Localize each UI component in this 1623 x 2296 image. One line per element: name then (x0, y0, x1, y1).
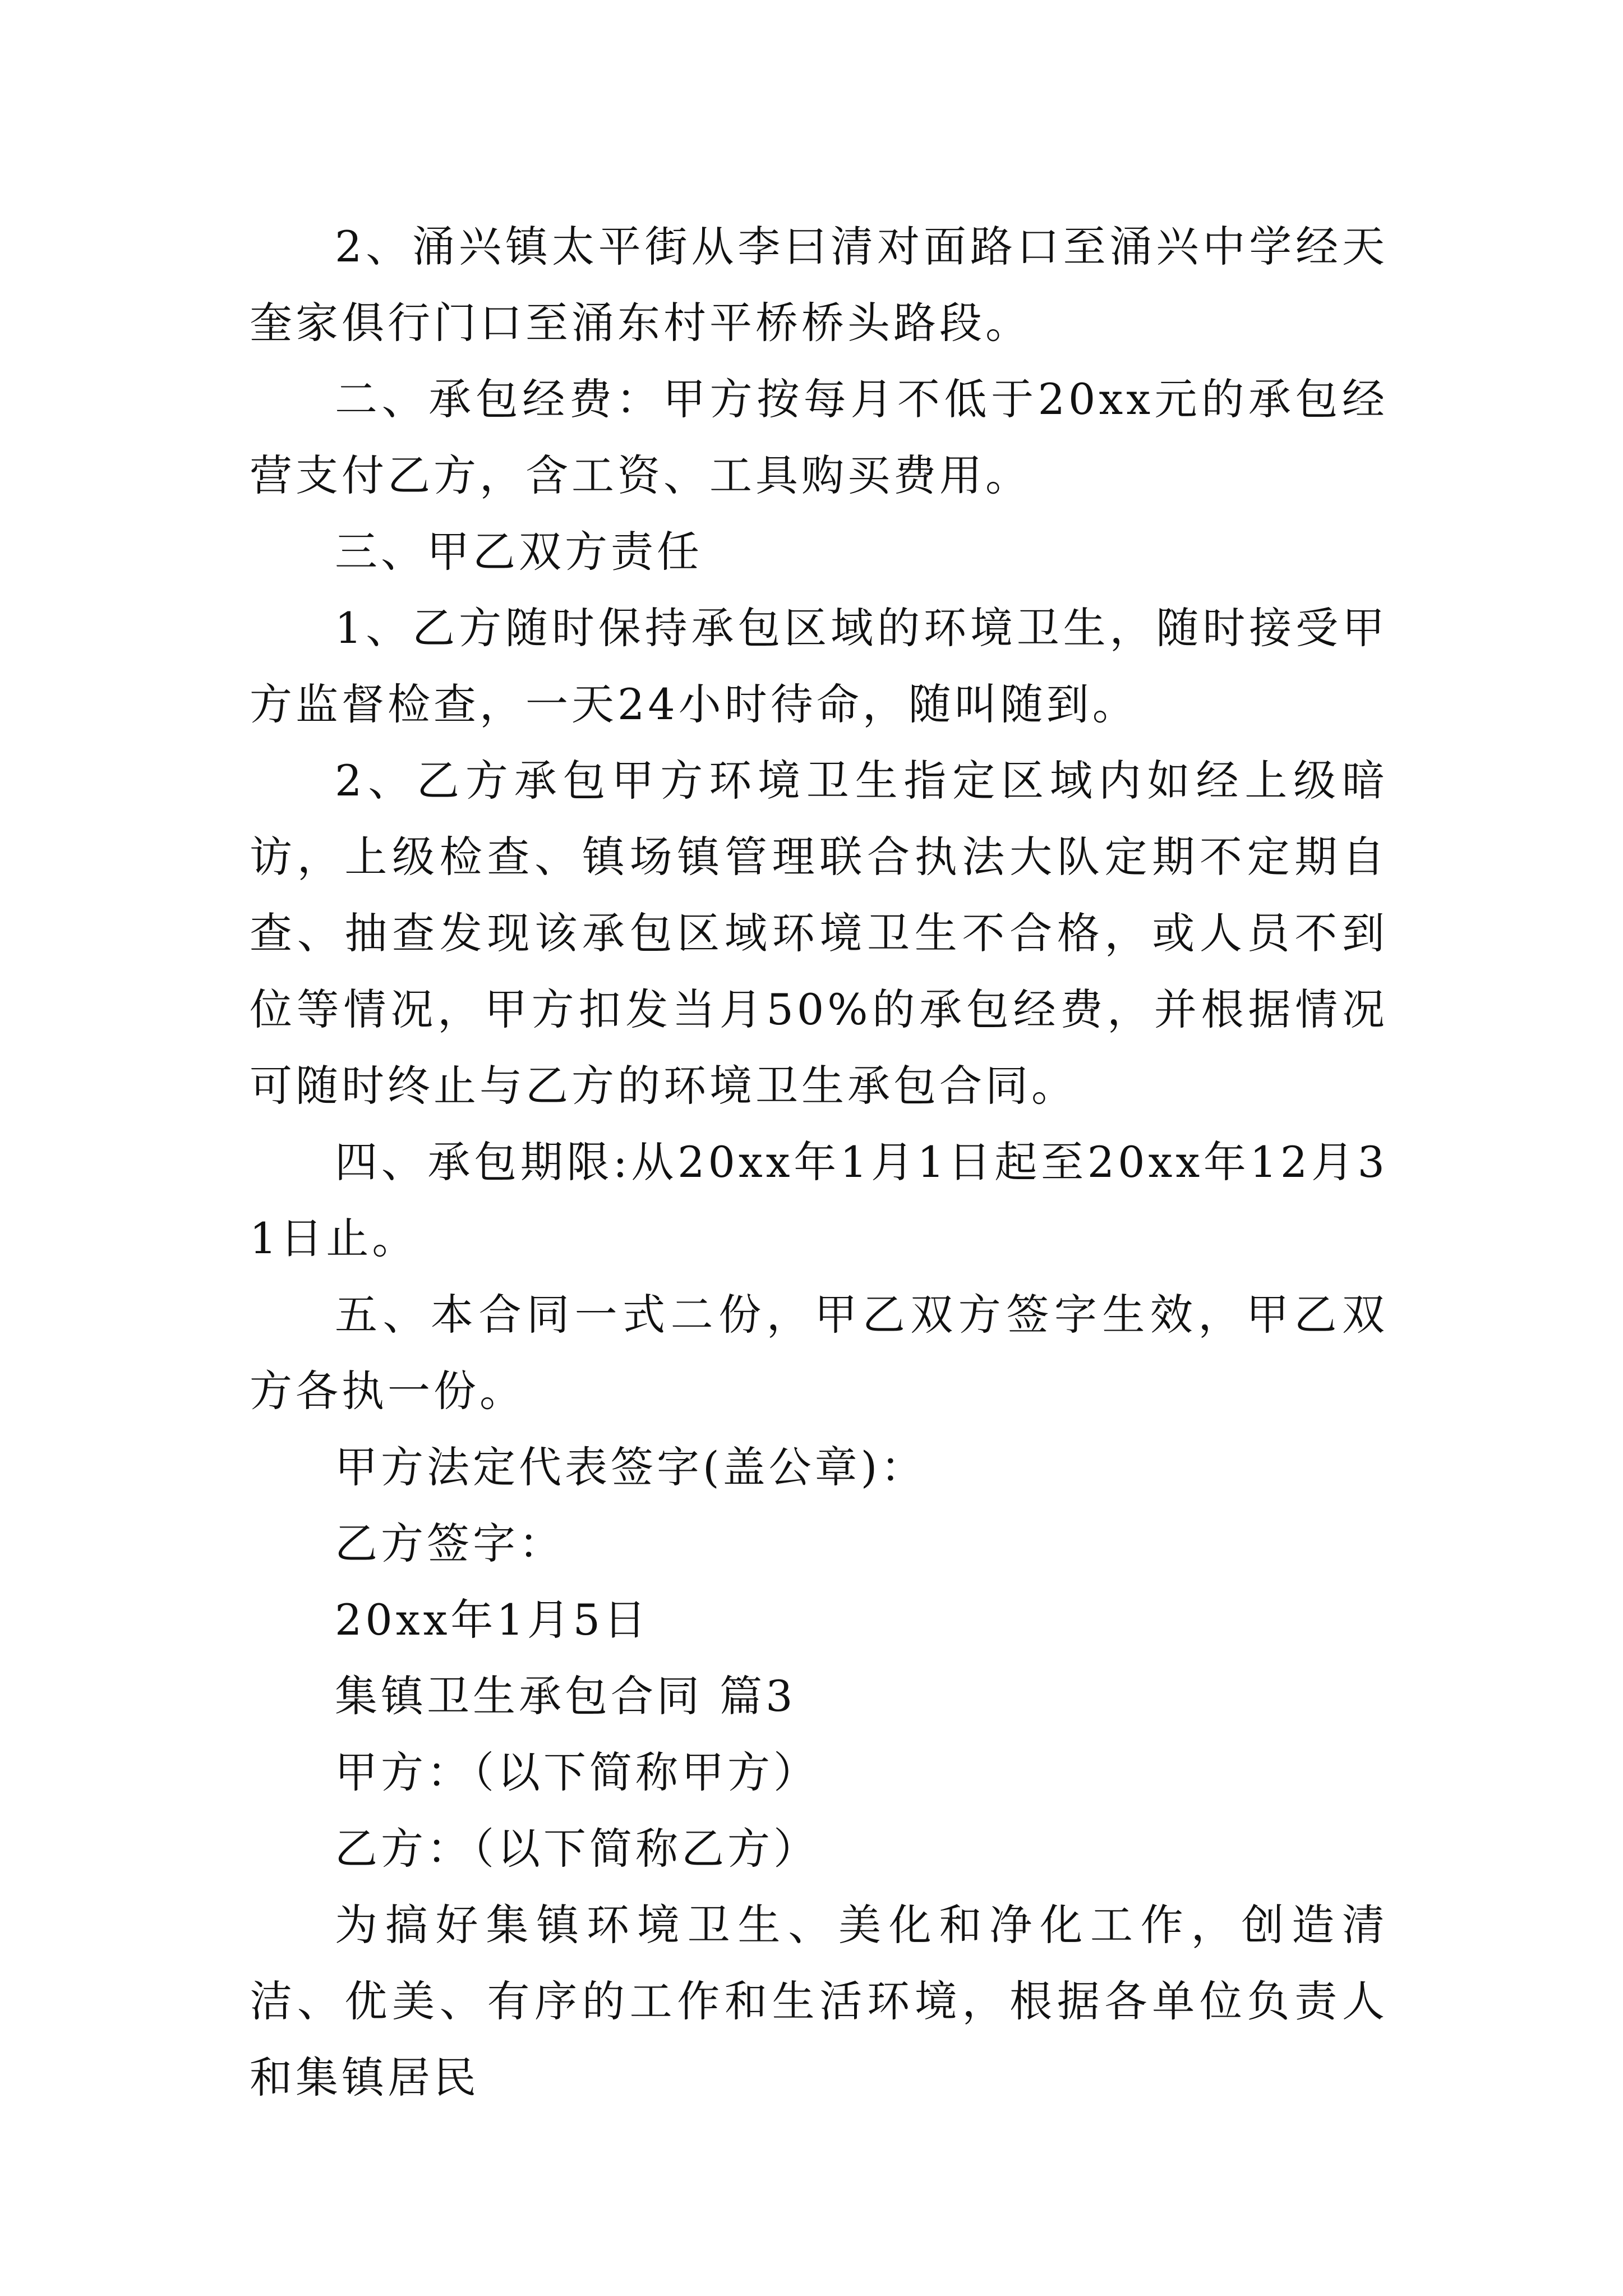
heading-responsibilities: 三、甲乙双方责任 (335, 527, 703, 577)
paragraph-copies: 五、本合同一式二份，甲乙双方签字生效，甲乙双方各执一份。 (250, 1290, 1388, 1416)
paragraph-responsibility-1: 1、乙方随时保持承包区域的环境卫生，随时接受甲方监督检查，一天24小时待命，随叫随到。 (250, 603, 1388, 729)
paragraph-contract-fee: 二、承包经费：甲方按每月不低于20xx元的承包经营支付乙方，含工资、工具购买费用。 (250, 374, 1388, 500)
party-b-line: 乙方：（以下简称乙方） (335, 1824, 819, 1874)
party-a-line: 甲方：（以下简称甲方） (335, 1747, 819, 1797)
party-a-signature-line: 甲方法定代表签字(盖公章)： (335, 1442, 927, 1492)
paragraph-section-route-2: 2、涌兴镇太平街从李曰清对面路口至涌兴中学经天奎家俱行门口至涌东村平桥桥头路段。 (250, 222, 1388, 348)
paragraph-responsibility-2: 2、乙方承包甲方环境卫生指定区域内如经上级暗访，上级检查、镇场镇管理联合执法大队定期不定期自查、抽查发现该承包区域环境卫生不合格，或人员不到位等情况，甲方扣发当月50%的承包经费，并根据情况可随时终止与乙方的环境卫生承包合同。 (250, 756, 1388, 1111)
party-b-signature-line: 乙方签字： (335, 1519, 565, 1568)
section-title-contract-3: 集镇卫生承包合同 篇3 (335, 1671, 796, 1721)
paragraph-contract-period: 四、承包期限:从20xx年1月1日起至20xx年12月31日止。 (250, 1137, 1388, 1263)
paragraph-preamble: 为搞好集镇环境卫生、美化和净化工作，创造清洁、优美、有序的工作和生活环境，根据各单位负责人和集镇居民 (250, 1900, 1388, 2102)
document-body (250, 209, 1388, 2116)
signing-date: 20xx年1月5日 (335, 1595, 650, 1645)
